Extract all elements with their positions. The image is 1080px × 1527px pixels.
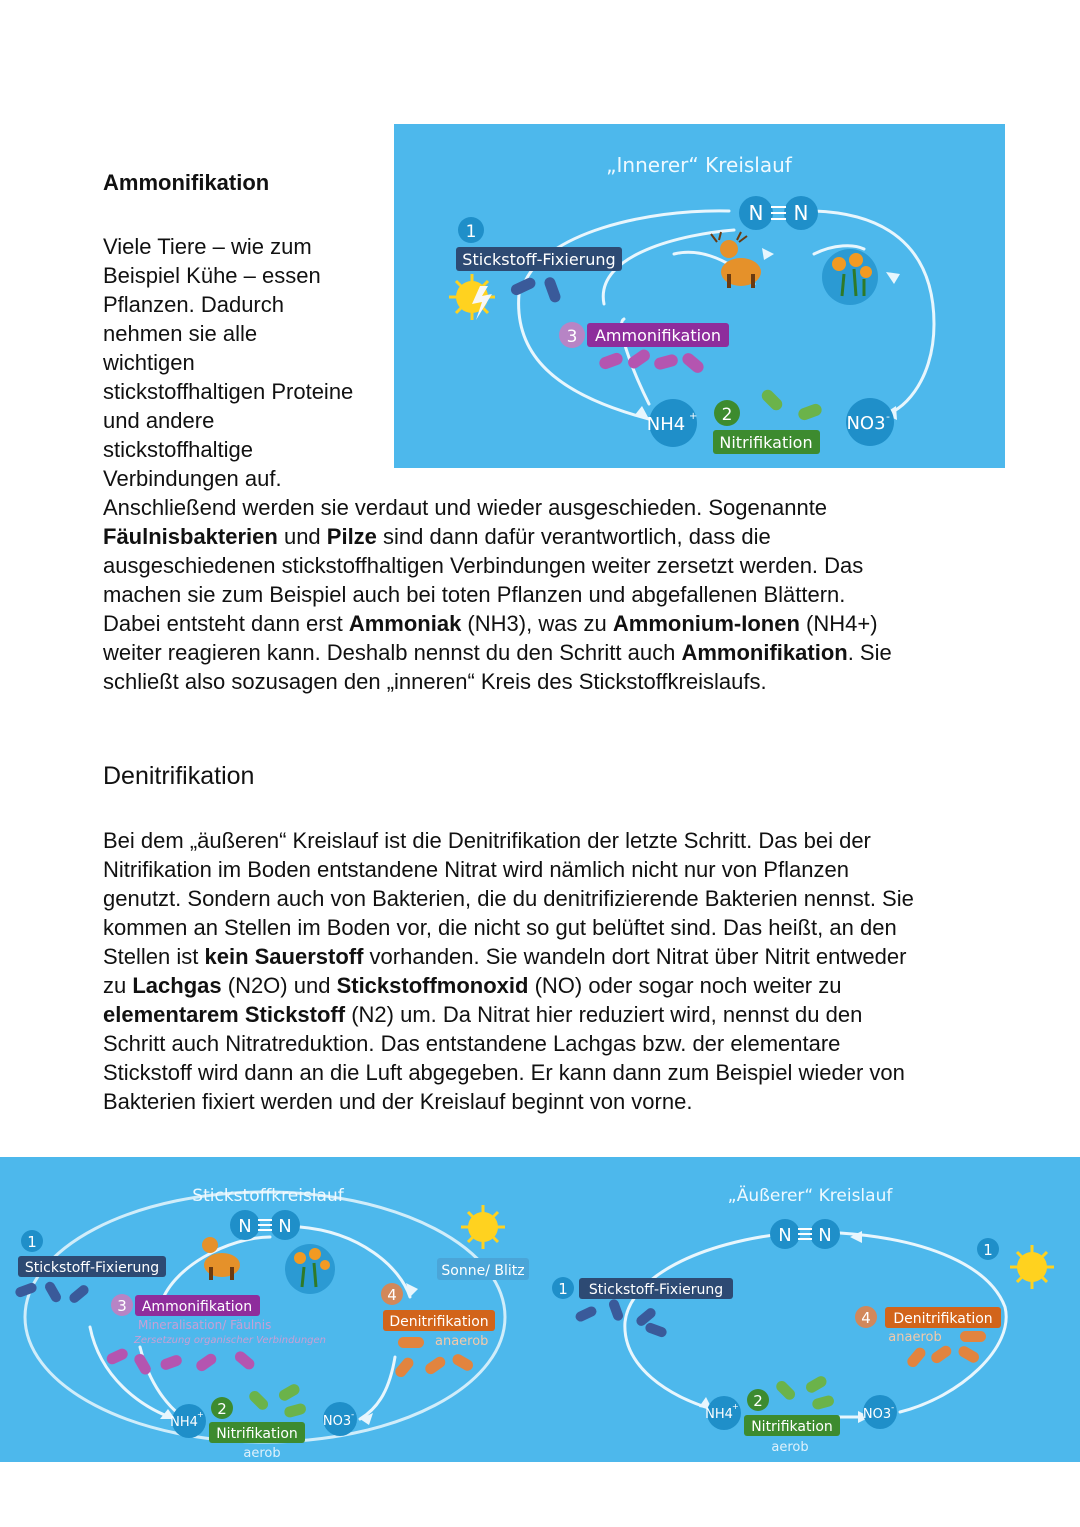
label-nitrifikation: Nitrifikation (751, 1419, 833, 1435)
svg-text:3: 3 (117, 1297, 127, 1315)
intro-line: stickstoffhaltige (103, 437, 254, 462)
svg-text:NO3: NO3 (846, 413, 886, 434)
term-ammoniak: Ammoniak (348, 611, 462, 636)
flowers-icon (285, 1244, 335, 1294)
paragraph-line: weiter reagieren kann. Deshalb nennst du den Schritt auch Ammonifikation. Sie (103, 640, 892, 665)
paragraph-line: Bakterien fixiert werden und der Kreislauf beginnt von vorne. (103, 1089, 693, 1114)
svg-text:N: N (238, 1216, 252, 1237)
diagram-title: „Äußerer“ Kreislauf (727, 1186, 893, 1206)
label-anaerob: anaerob (435, 1334, 489, 1349)
svg-text:-: - (351, 1410, 355, 1420)
paragraph-line: zu Lachgas (N2O) und Stickstoffmonoxid (NO) oder sogar noch weiter zu (103, 973, 842, 998)
intro-line: stickstoffhaltigen Proteine (103, 379, 354, 404)
label-denitrifikation: Denitrifikation (893, 1311, 993, 1327)
term-ammonifikation: Ammonifikation (681, 640, 848, 665)
paragraph-line: machen sie zum Beispiel auch bei toten Pflanzen und abgefallenen Blättern. (103, 582, 846, 607)
svg-text:4: 4 (861, 1309, 871, 1327)
label-stickstoff-fixierung: Stickstoff-Fixierung (462, 250, 616, 269)
svg-text:NH4: NH4 (646, 414, 686, 435)
paragraph-line: ausgeschiedenen stickstoffhaltigen Verbindungen weiter zersetzt werden. Das (103, 553, 864, 578)
svg-text:1: 1 (27, 1233, 37, 1251)
paragraph-line: Fäulnisbakterien und Pilze sind dann dafür verantwortlich, dass die (103, 524, 771, 549)
paragraph-line: Anschließend werden sie verdaut und wieder ausgeschieden. Sogenannte (103, 495, 828, 520)
paragraph-line: elementarem Stickstoff (N2) um. Da Nitrat hier reduziert wird, nennst du den (103, 1002, 863, 1027)
paragraph-line: kommen an Stellen im Boden vor, die nicht so gut belüftet sind. Das heißt, an den (103, 915, 897, 940)
label-anaerob: anaerob (888, 1330, 942, 1345)
svg-text:1: 1 (465, 222, 477, 242)
label-mineralisation: Mineralisation/ Fäulnis (138, 1318, 272, 1332)
svg-text:2: 2 (217, 1400, 227, 1418)
diagram-title: Stickstoffkreislauf (192, 1186, 344, 1206)
svg-text:+: + (732, 1402, 739, 1411)
svg-text:+: + (689, 411, 698, 422)
svg-text:-: - (891, 1403, 895, 1413)
paragraph-line: Schritt auch Nitratreduktion. Das entstandene Lachgas bzw. der elementare (103, 1031, 841, 1056)
svg-text:NO3: NO3 (862, 1407, 892, 1422)
label-ammonifikation: Ammonifikation (141, 1299, 253, 1315)
svg-text:NO3: NO3 (322, 1414, 352, 1429)
term-kein-sauerstoff: kein Sauerstoff (204, 944, 364, 969)
paragraph-line: Nitrifikation im Boden entstandene Nitrat wird nämlich nicht nur von Pflanzen (103, 857, 849, 882)
heading-denitrifikation: Denitrifikation (103, 762, 255, 790)
label-zersetzung: Zersetzung organischer Verbindungen (134, 1335, 327, 1346)
svg-text:2: 2 (753, 1392, 763, 1410)
label-denitrifikation: Denitrifikation (389, 1314, 489, 1330)
svg-text:N: N (278, 1216, 292, 1237)
label-aerob: aerob (771, 1440, 809, 1455)
intro-line: Beispiel Kühe – essen (103, 263, 321, 288)
label-stickstoff-fixierung: Stickstoff-Fixierung (24, 1260, 160, 1276)
svg-text:+: + (197, 1410, 204, 1419)
svg-text:2: 2 (721, 405, 733, 425)
svg-text:N: N (818, 1225, 832, 1246)
label-nitrifikation: Nitrifikation (719, 433, 813, 452)
label-ammonifikation: Ammonifikation (594, 326, 722, 345)
label-sonne-blitz: Sonne/ Blitz (441, 1263, 525, 1279)
label-nitrifikation: Nitrifikation (216, 1426, 298, 1442)
diagram-band (0, 1157, 1080, 1462)
svg-text:NH4: NH4 (705, 1407, 733, 1422)
label-stickstoff-fixierung: Stickstoff-Fixierung (588, 1282, 724, 1298)
intro-line: Pflanzen. Dadurch (103, 292, 284, 317)
svg-text:N: N (748, 201, 764, 225)
svg-text:1: 1 (558, 1280, 568, 1298)
term-faeulnisbakterien: Fäulnisbakterien (103, 524, 278, 549)
heading-ammonifikation: Ammonifikation (103, 170, 270, 195)
svg-text:N: N (778, 1225, 792, 1246)
svg-text:N: N (793, 201, 809, 225)
svg-text:NH4: NH4 (170, 1415, 198, 1430)
diagram-title: „Innerer“ Kreislauf (606, 153, 792, 177)
svg-text:3: 3 (566, 327, 578, 347)
paragraph-line: Stickstoff wird dann an die Luft abgegeben. Er kann dann zum Beispiel wieder von (103, 1060, 905, 1085)
label-aerob: aerob (243, 1446, 281, 1461)
intro-line: und andere (103, 408, 215, 433)
paragraph-line: Dabei entsteht dann erst Ammoniak (NH3), was zu Ammonium-Ionen (NH4+) (103, 611, 878, 636)
svg-text:-: - (886, 410, 890, 423)
paragraph-line: genutzt. Sondern auch von Bakterien, die du denitrifizierende Bakterien nennst. Sie (103, 886, 914, 911)
term-ammonium-ionen: Ammonium-Ionen (612, 611, 800, 636)
term-stickstoffmonoxid: Stickstoffmonoxid (336, 973, 529, 998)
paragraph-line: schließt also sozusagen den „inneren“ Kreis des Stickstoffkreislaufs. (103, 669, 767, 694)
intro-line: nehmen sie alle (103, 321, 258, 346)
term-elementarer-stickstoff: elementarem Stickstoff (103, 1002, 346, 1027)
paragraph-line: Bei dem „äußeren“ Kreislauf ist die Denitrifikation der letzte Schritt. Das bei der (103, 828, 871, 853)
svg-text:1: 1 (983, 1241, 993, 1259)
intro-line: Viele Tiere – wie zum (103, 234, 312, 259)
svg-text:4: 4 (387, 1286, 397, 1304)
term-pilze: Pilze (326, 524, 377, 549)
intro-line: Verbindungen auf. (103, 466, 282, 491)
paragraph-line: Stellen ist kein Sauerstoff vorhanden. Sie wandeln dort Nitrat über Nitrit entweder (103, 944, 907, 969)
diagram-inner-cycle (394, 124, 1005, 468)
flowers-icon (822, 249, 878, 305)
intro-line: wichtigen (103, 350, 195, 375)
term-lachgas: Lachgas (132, 973, 222, 998)
